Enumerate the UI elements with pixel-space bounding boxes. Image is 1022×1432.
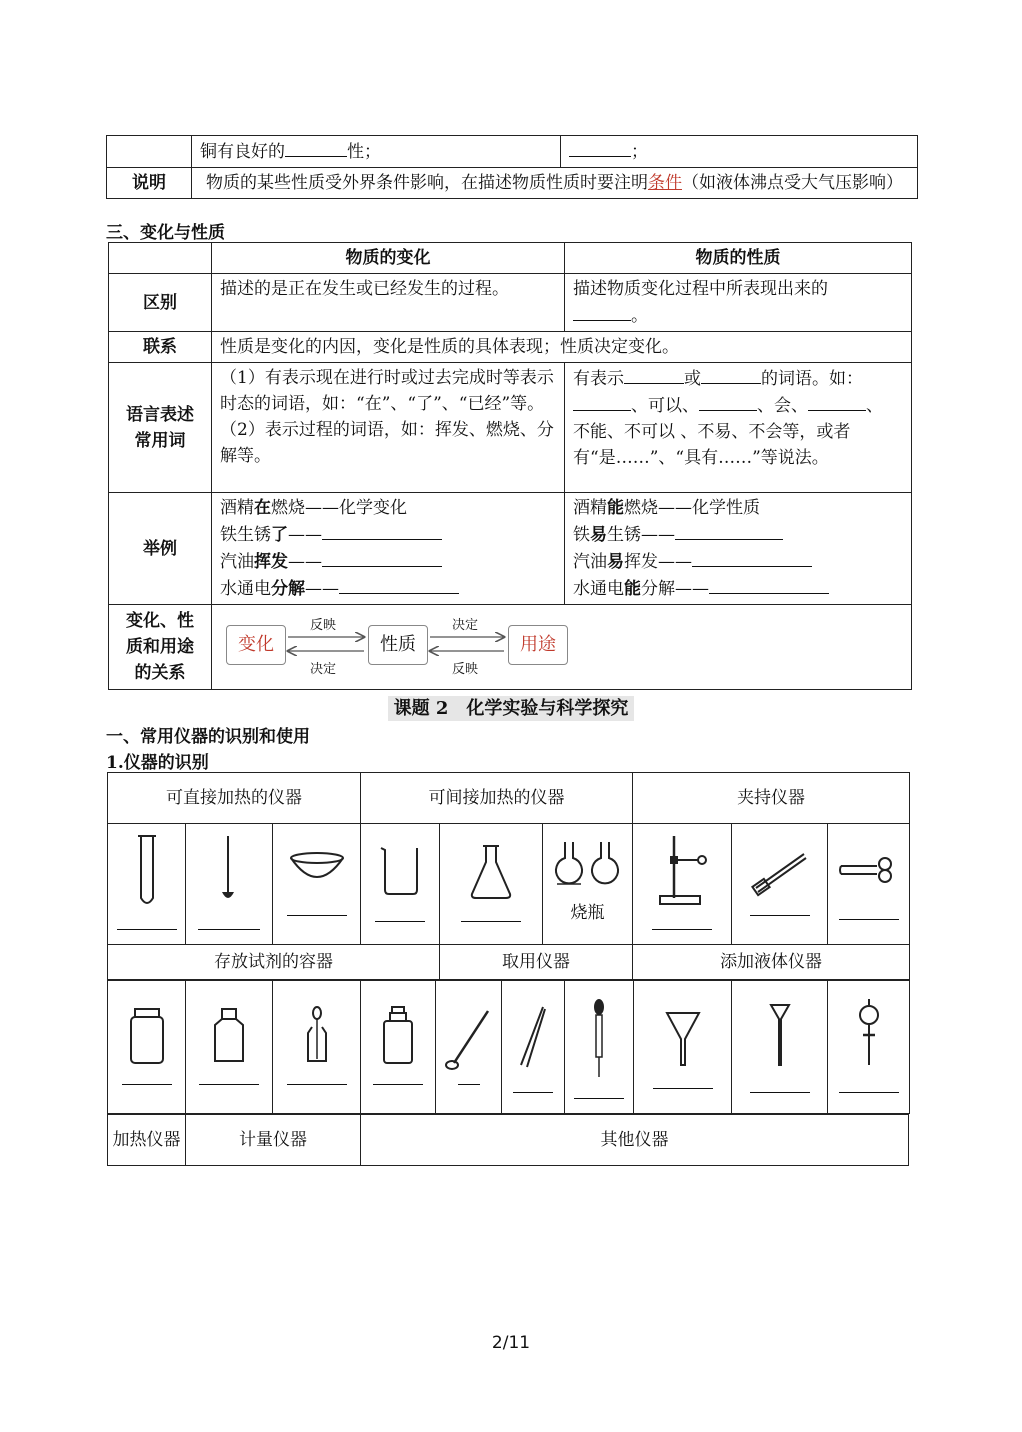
example-line: 酒精在燃烧——化学变化 — [220, 498, 407, 518]
separatory-funnel-cell — [828, 981, 910, 1114]
evaporating-dish-icon — [287, 848, 347, 898]
box-change: 变化 — [226, 625, 286, 665]
answer-blank[interactable] — [701, 365, 761, 384]
copper-text: 铜有良好的 — [200, 142, 285, 162]
dropper-bottle-cell — [273, 981, 361, 1114]
box-use: 用途 — [508, 625, 568, 665]
topic-title: 课题 2 化学实验与科学探究 — [388, 696, 635, 721]
change-property-table — [108, 242, 912, 690]
cat-heating: 加热仪器 — [108, 1115, 186, 1166]
answer-blank[interactable] — [287, 914, 347, 916]
medicine-spoon-cell — [436, 981, 502, 1114]
cat-direct-heat: 可直接加热的仪器 — [108, 773, 361, 824]
test-tube-holder-cell — [732, 824, 828, 945]
diff-change: 描述的是正在发生或已经发生的过程。 — [212, 274, 565, 332]
example-line: 汽油挥发—— — [220, 548, 556, 575]
example-line: 水通电分解—— — [220, 575, 556, 602]
subsection-heading: 1.仪器的识别 — [106, 753, 209, 773]
flask-icon — [551, 838, 625, 892]
spoon-cell — [186, 824, 273, 945]
long-neck-funnel-icon — [765, 1001, 795, 1071]
relation-diagram-cell — [212, 605, 912, 690]
col-header-change: 物质的变化 — [212, 243, 565, 274]
crucible-tongs-icon — [837, 852, 901, 892]
example-line: 水通电能分解—— — [573, 575, 903, 602]
link-label: 联系 — [109, 332, 212, 363]
dropper-icon — [589, 997, 609, 1081]
answer-blank[interactable] — [750, 1091, 810, 1093]
flask-cell — [543, 824, 633, 945]
page-number: 2/11 — [491, 1333, 531, 1353]
answer-blank[interactable] — [287, 1083, 347, 1085]
answer-blank[interactable] — [569, 138, 631, 157]
answer-blank[interactable] — [322, 548, 442, 567]
gas-bottle-cell — [361, 981, 436, 1114]
tweezers-cell — [502, 981, 565, 1114]
example-line: 汽油易挥发—— — [573, 548, 903, 575]
cat-measuring: 计量仪器 — [186, 1115, 361, 1166]
answer-blank[interactable] — [322, 521, 442, 540]
answer-blank[interactable] — [675, 521, 783, 540]
narrow-mouth-bottle-icon — [209, 1005, 249, 1069]
answer-blank[interactable] — [513, 1091, 553, 1093]
cat-indirect-heat: 可间接加热的仪器 — [361, 773, 633, 824]
answer-blank[interactable] — [653, 1087, 713, 1089]
answer-blank[interactable] — [699, 392, 757, 411]
cat-adding: 添加液体仪器 — [633, 945, 910, 980]
dropper-bottle-icon — [302, 1005, 332, 1069]
dropper-cell — [565, 981, 634, 1114]
label-decide-2: 决定 — [452, 618, 479, 633]
section-heading-1: 一、常用仪器的识别和使用 — [106, 727, 310, 747]
answer-blank[interactable] — [285, 138, 347, 157]
crucible-tongs-cell — [828, 824, 910, 945]
example-line: 铁易生锈—— — [573, 521, 903, 548]
funnel-cell — [634, 981, 732, 1114]
example-line: 铁生锈了—— — [220, 521, 556, 548]
answer-blank[interactable] — [461, 920, 521, 922]
conical-flask-icon — [468, 842, 514, 902]
evaporating-dish-cell — [273, 824, 361, 945]
wide-mouth-bottle-icon — [127, 1005, 167, 1069]
answer-blank[interactable] — [652, 928, 712, 930]
test-tube-icon — [132, 832, 162, 912]
explain-label: 说明 — [107, 168, 192, 199]
tweezers-icon — [513, 1003, 553, 1073]
answer-blank[interactable] — [624, 365, 684, 384]
beaker-cell — [361, 824, 440, 945]
long-funnel-cell — [732, 981, 828, 1114]
highlight-condition: 条件 — [648, 173, 682, 193]
answer-blank[interactable] — [574, 1097, 624, 1099]
combustion-spoon-icon — [214, 832, 244, 912]
lang-change: （1）有表示现在进行时或过去完成时等表示时态的词语，如：“在”、“了”、“已经”等。 （2）表示过程的词语，如：挥发、燃烧、分解等。 — [212, 363, 565, 493]
cat-taking: 取用仪器 — [440, 945, 633, 980]
label-decide-1: 决定 — [310, 662, 337, 677]
answer-blank[interactable] — [117, 928, 177, 930]
answer-blank[interactable] — [808, 392, 866, 411]
example-change — [212, 493, 565, 605]
answer-blank[interactable] — [199, 1083, 259, 1085]
relation-label: 变化、性 质和用途 的关系 — [109, 605, 212, 690]
example-line: 酒精能燃烧——化学性质 — [573, 498, 760, 518]
answer-blank[interactable] — [458, 1083, 480, 1085]
instrument-grid-row3 — [107, 1114, 909, 1166]
test-tube-cell — [108, 824, 186, 945]
lang-label: 语言表述 常用词 — [109, 363, 212, 493]
reagent-bottle-icon — [378, 1005, 418, 1069]
section-heading-3: 三、变化与性质 — [106, 223, 225, 243]
iron-stand-cell — [633, 824, 732, 945]
instrument-grid — [107, 772, 910, 980]
example-label: 举例 — [109, 493, 212, 605]
answer-blank[interactable] — [122, 1083, 172, 1085]
box-property: 性质 — [368, 625, 428, 665]
relation-arrows — [212, 605, 572, 689]
answer-blank[interactable] — [373, 1083, 423, 1085]
flask-label: 烧瓶 — [570, 903, 605, 923]
example-property — [565, 493, 912, 605]
lang-property: 有表示 或 的词语。如： 、可以、 、会、 、 不能、不可以 、不易、不会等，或者有“是……”、“具有……”等说法。 — [565, 363, 912, 493]
medicine-spoon-icon — [444, 1003, 494, 1073]
top-table: 铜有良好的 性； ； 说明 物质的某些性质受外界条件影响，在描述物质性质时要注明条件（如液体沸点受大气压影响） — [106, 135, 918, 199]
link-text: 性质是变化的内因，变化是性质的具体表现；性质决定变化。 — [212, 332, 912, 363]
answer-blank[interactable] — [839, 918, 899, 920]
answer-blank[interactable] — [339, 575, 459, 594]
diff-label: 区别 — [109, 274, 212, 332]
wide-bottle-cell — [108, 981, 186, 1114]
answer-blank[interactable] — [709, 575, 829, 594]
col-header-property: 物质的性质 — [565, 243, 912, 274]
cat-holding: 夹持仪器 — [633, 773, 910, 824]
label-reflect-1: 反映 — [310, 618, 337, 633]
test-tube-holder-icon — [750, 848, 810, 898]
beaker-icon — [377, 842, 423, 898]
iron-stand-icon — [652, 832, 712, 908]
answer-blank[interactable] — [573, 302, 631, 321]
answer-blank[interactable] — [573, 392, 631, 411]
diff-property: 描述物质变化过程中所表现出来的 。 — [565, 274, 912, 332]
answer-blank[interactable] — [692, 548, 812, 567]
narrow-bottle-cell — [186, 981, 273, 1114]
answer-blank[interactable] — [198, 928, 260, 930]
cat-storage: 存放试剂的容器 — [108, 945, 440, 980]
conical-flask-cell — [440, 824, 543, 945]
separatory-funnel-icon — [854, 997, 884, 1071]
label-reflect-2: 反映 — [452, 662, 479, 677]
answer-blank[interactable] — [839, 1091, 899, 1093]
instrument-grid-row2 — [107, 980, 910, 1114]
relation-diagram — [212, 605, 572, 689]
funnel-icon — [663, 1009, 703, 1069]
answer-blank[interactable] — [750, 914, 810, 916]
cat-other: 其他仪器 — [361, 1115, 909, 1166]
answer-blank[interactable] — [375, 920, 425, 922]
explain-text: 物质的某些性质受外界条件影响，在描述物质性质时要注明条件（如液体沸点受大气压影响） — [192, 168, 918, 199]
